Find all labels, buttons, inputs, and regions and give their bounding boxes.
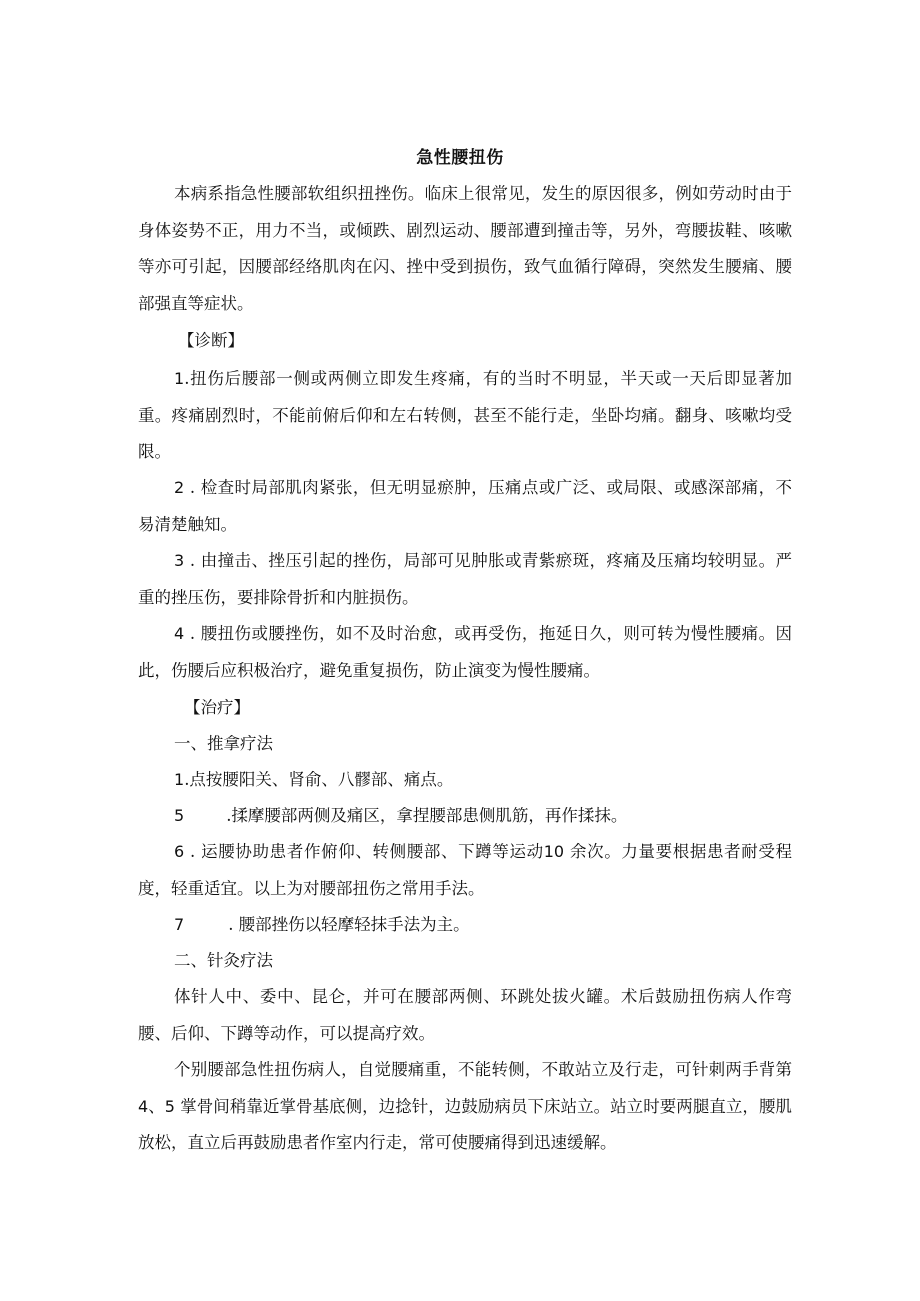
treatment-heading: 【治疗】 [184, 698, 250, 717]
item-number: 1 [174, 369, 185, 388]
diagnosis-item-2 [138, 470, 792, 543]
item-text: . 运腰协助患者作俯仰、转侧腰部、下蹲等运动 [184, 842, 544, 861]
item-text: . 检查时局部肌肉紧张，但无明显瘀肿，压痛点或广泛、或局限、或感深部痛，不易清楚触知。 [138, 478, 792, 534]
item-number: 7 [174, 915, 185, 934]
massage-item-5 [174, 804, 627, 828]
diagnosis-item-1 [138, 361, 792, 471]
item-number: 2 [174, 478, 185, 497]
diagnosis-item-3 [138, 543, 792, 616]
massage-item-6 [138, 834, 792, 907]
acupuncture-paragraph-1: 体针人中、委中、昆仑，并可在腰部两侧、环跳处拔火罐。术后鼓励扭伤病人作弯腰、后仰、下蹲等动作，可以提高疗效。 [138, 987, 792, 1043]
item-number: 5 [174, 806, 185, 825]
separator: 、 [148, 1096, 165, 1116]
metacarpal-number-2: 5 [164, 1096, 175, 1116]
diagnosis-item-4 [138, 616, 792, 689]
item-number: 3 [174, 551, 185, 570]
item-number: 6 [174, 842, 185, 861]
page-title: 急性腰扭伤 [416, 148, 504, 168]
item-text: . 由撞击、挫压引起的挫伤，局部可见肿胀或青紫瘀斑，疼痛及压痛均较明显。严重的挫压伤，要排除骨折和内脏损伤。 [138, 551, 792, 607]
metacarpal-number-1: 4 [138, 1096, 149, 1116]
item-number: 1 [174, 770, 185, 789]
massage-heading: 一、推拿疗法 [174, 734, 273, 753]
massage-item-1 [174, 768, 453, 792]
acupuncture-paragraph-2 [138, 1052, 792, 1162]
item-text-tail: 余次。力量要根据患者耐受程度，轻重适宜。以上为对腰部扭伤之常用手法。 [138, 842, 792, 898]
item-text: . 腰扭伤或腰挫伤，如不及时治愈，或再受伤，拖延日久，则可转为慢性腰痛。因此，伤腰后应积极治疗，避免重复损伤，防止演变为慢性腰痛。 [138, 624, 792, 680]
item-text: .点按腰阳关、肾俞、八髎部、痛点。 [184, 770, 454, 789]
para-text-tail: 掌骨间稍靠近掌骨基底侧，边捻针，边鼓励病员下床站立。站立时要两腿直立，腰肌放松，直立后再鼓励患者作室内行走，常可使腰痛得到迅速缓解。 [138, 1096, 793, 1152]
repeat-count: 10 [543, 842, 565, 861]
massage-item-7 [174, 913, 470, 937]
item-number: 4 [174, 624, 185, 643]
intro-paragraph: 本病系指急性腰部软组织扭挫伤。临床上很常见，发生的原因很多，例如劳动时由于身体姿势不正，用力不当，或倾跌、剧烈运动、腰部遭到撞击等，另外，弯腰拔鞋、咳嗽等亦可引起，因腰部经络肌肉在闪、挫中受到损伤，致气血循行障碍，突然发生腰痛、腰部强直等症状。 [138, 184, 792, 313]
item-text: .扭伤后腰部一侧或两侧立即发生疼痛，有的当时不明显，半天或一天后即显著加重。疼痛剧烈时，不能前俯后仰和左右转侧，甚至不能行走，坐卧均痛。翻身、咳嗽均受限。 [138, 369, 792, 461]
item-text: . 腰部挫伤以轻摩轻抹手法为主。 [228, 915, 470, 934]
diagnosis-heading: 【诊断】 [178, 331, 244, 350]
acupuncture-heading: 二、针灸疗法 [174, 951, 273, 970]
para-text: 个别腰部急性扭伤病人，自觉腰痛重，不能转侧，不敢站立及行走，可针刺两手背第 [174, 1060, 792, 1079]
item-text: .揉摩腰部两侧及痛区，拿捏腰部患侧肌筋，再作揉抹。 [226, 806, 628, 825]
